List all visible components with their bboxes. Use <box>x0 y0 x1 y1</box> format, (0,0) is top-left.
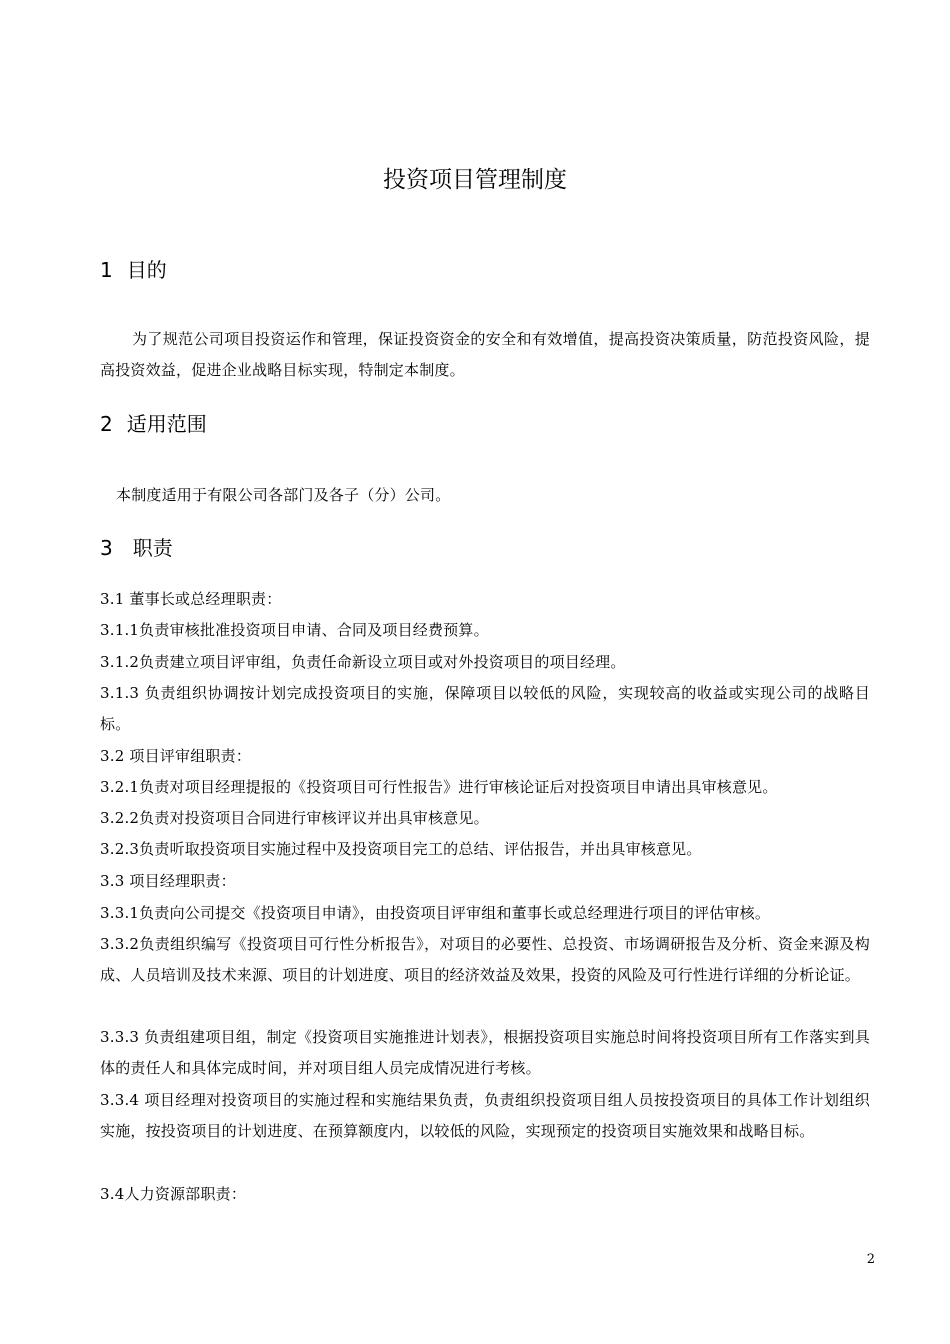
section-heading-purpose <box>100 255 167 285</box>
page-title: 投资项目管理制度 <box>383 167 567 193</box>
section-number: 2 <box>100 412 113 436</box>
section-title: 目的 <box>126 258 167 282</box>
paragraph: 3.3.4 项目经理对投资项目的实施过程和实施结果负责，负责组织投资项目组人员按投资项目的具体工作计划组织实施，按投资项目的计划进度、在预算额度内，以较低的风险，实现预定的投资项目实施效果和战略目标。 <box>100 1091 870 1140</box>
paragraph: 3.2 项目评审组职责： <box>100 747 252 765</box>
paragraph: 3.4人力资源部职责： <box>100 1185 247 1203</box>
section-title: 适用范围 <box>126 412 207 436</box>
section-number: 1 <box>100 258 113 282</box>
section-number: 3 <box>100 536 113 560</box>
paragraph: 3.1.1负责审核批准投资项目申请、合同及项目经费预算。 <box>100 621 489 639</box>
section-heading-scope <box>100 409 207 439</box>
section-heading-responsibilities <box>100 533 173 563</box>
paragraph: 3.2.1负责对项目经理提报的《投资项目可行性报告》进行审核论证后对投资项目申请出具审核意见。 <box>100 778 778 796</box>
section-title: 职责 <box>132 536 173 560</box>
page-number: 2 <box>866 1252 875 1267</box>
paragraph: 3.2.2负责对投资项目合同进行审核评议并出具审核意见。 <box>100 809 489 827</box>
paragraph: 3.1.3 负责组织协调按计划完成投资项目的实施，保障项目以较低的风险，实现较高的收益或实现公司的战略目标。 <box>100 684 870 733</box>
paragraph: 为了规范公司项目投资运作和管理，保证投资资金的安全和有效增值，提高投资决策质量，防范投资风险，提高投资效益，促进企业战略目标实现，特制定本制度。 <box>100 330 870 379</box>
paragraph: 3.1 董事长或总经理职责： <box>100 590 282 608</box>
paragraph: 3.3 项目经理职责： <box>100 872 236 890</box>
paragraph: 3.1.2负责建立项目评审组，负责任命新设立项目或对外投资项目的项目经理。 <box>100 653 626 671</box>
paragraph: 3.3.3 负责组建项目组，制定《投资项目实施推进计划表》，根据投资项目实施总时间将投资项目所有工作落实到具体的责任人和具体完成时间，并对项目组人员完成情况进行考核。 <box>100 1028 870 1077</box>
paragraph: 本制度适用于有限公司各部门及各子（分）公司。 <box>116 486 451 504</box>
paragraph: 3.3.1负责向公司提交《投资项目申请》，由投资项目评审组和董事长或总经理进行项目的评估审核。 <box>100 904 771 922</box>
paragraph: 3.3.2负责组织编写《投资项目可行性分析报告》，对项目的必要性、总投资、市场调研报告及分析、资金来源及构成、人员培训及技术来源、项目的计划进度、项目的经济效益及效果，投资的风险及可行性进行详细的分析论证。 <box>100 935 870 984</box>
paragraph: 3.2.3负责听取投资项目实施过程中及投资项目完工的总结、评估报告，并出具审核意见。 <box>100 840 702 858</box>
